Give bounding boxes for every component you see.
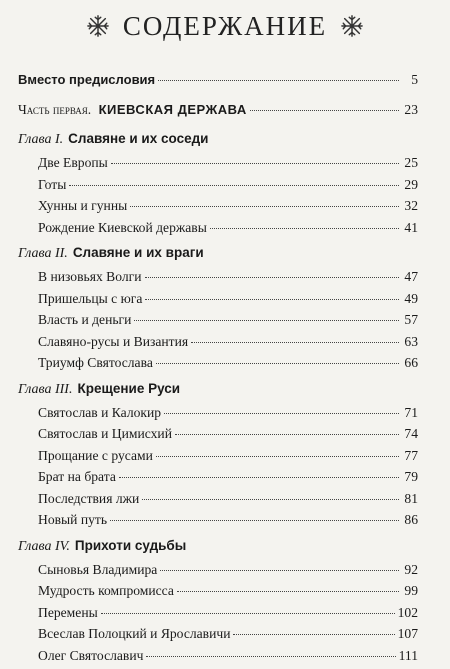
toc-page-number: 47	[402, 269, 418, 285]
toc-entry[interactable]	[18, 312, 418, 334]
dot-leader	[191, 342, 399, 343]
dot-leader	[145, 277, 400, 278]
toc-entry-label: Олег Святославич	[38, 648, 143, 664]
chapter-title: Крещение Руси	[77, 381, 180, 396]
dot-leader	[101, 613, 395, 614]
chapter-title: Славяне и их враги	[73, 245, 204, 260]
chapter-title: Славяне и их соседи	[68, 131, 208, 146]
dot-leader	[146, 656, 395, 657]
chapter-number: Глава I.	[18, 132, 63, 148]
part-heading	[18, 102, 247, 118]
toc-entry-label: Последствия лжи	[38, 491, 139, 507]
toc-entry[interactable]	[18, 562, 418, 584]
dot-leader	[177, 591, 399, 592]
toc-entry-label: Прощание с русами	[38, 448, 153, 464]
dot-leader	[119, 477, 399, 478]
toc-entry[interactable]	[18, 648, 418, 669]
chapter-heading[interactable]	[18, 538, 418, 562]
toc-page-number: 71	[402, 405, 418, 421]
toc-entry[interactable]	[18, 448, 418, 470]
toc-entry-label: В низовьях Волги	[38, 269, 142, 285]
toc-page-number: 29	[402, 177, 418, 193]
toc-entry[interactable]	[18, 155, 418, 177]
toc-entry[interactable]	[18, 512, 418, 534]
dot-leader	[130, 206, 399, 207]
dot-leader	[145, 299, 399, 300]
toc-entry[interactable]	[18, 605, 418, 627]
toc-entry-label: Вместо предисловия	[18, 72, 155, 87]
toc-entry[interactable]	[18, 198, 418, 220]
dot-leader	[69, 185, 399, 186]
toc-entry[interactable]	[18, 583, 418, 605]
toc-page-number: 66	[402, 355, 418, 371]
toc-page-number: 77	[402, 448, 418, 464]
toc-entry-label: Две Европы	[38, 155, 108, 171]
toc-entry-label: Рождение Киевской державы	[38, 220, 207, 236]
dot-leader	[210, 228, 399, 229]
toc-entry[interactable]	[18, 355, 418, 377]
toc-page-number: 63	[402, 334, 418, 350]
toc-entry-label: Триумф Святослава	[38, 355, 153, 371]
page-title: СОДЕРЖАНИЕ	[123, 11, 327, 42]
toc-entry[interactable]	[18, 626, 418, 648]
toc-entry-label: Перемены	[38, 605, 98, 621]
chapter-title: Прихоти судьбы	[75, 538, 186, 553]
dot-leader	[111, 163, 399, 164]
dot-leader	[156, 363, 399, 364]
toc-page-number: 74	[402, 426, 418, 442]
toc-entry-label: Хунны и гунны	[38, 198, 127, 214]
dot-leader	[160, 570, 399, 571]
page-header	[0, 6, 450, 46]
toc-entry[interactable]	[18, 491, 418, 513]
chapter-number: Глава III.	[18, 382, 72, 398]
snowflake-ornament-left-icon	[87, 15, 109, 37]
toc-entry-label: Святослав и Калокир	[38, 405, 161, 421]
toc-page-number: 99	[402, 583, 418, 599]
toc-entry[interactable]	[18, 177, 418, 199]
toc-entry[interactable]	[18, 269, 418, 291]
toc-page-number: 41	[402, 220, 418, 236]
toc-page-number: 92	[402, 562, 418, 578]
toc-entry[interactable]	[18, 469, 418, 491]
toc-page-number: 57	[402, 312, 418, 328]
toc-entry-label: Мудрость компромисса	[38, 583, 174, 599]
chapter-heading[interactable]	[18, 381, 418, 405]
toc-page-number: 79	[402, 469, 418, 485]
toc-entry-part[interactable]	[18, 102, 418, 124]
dot-leader	[233, 634, 394, 635]
toc-page-number: 23	[402, 102, 418, 118]
toc-entry-label: Всеслав Полоцкий и Ярославичи	[38, 626, 230, 642]
toc-entry-label: Святослав и Цимисхий	[38, 426, 172, 442]
toc-page-number: 86	[402, 512, 418, 528]
toc-entry-label: Брат на брата	[38, 469, 116, 485]
dot-leader	[142, 499, 399, 500]
toc-entry-label: Власть и деньги	[38, 312, 131, 328]
toc-page-number: 32	[402, 198, 418, 214]
chapter-number: Глава IV.	[18, 539, 70, 555]
chapter-heading[interactable]	[18, 131, 418, 155]
dot-leader	[250, 110, 399, 111]
toc-page-number: 25	[402, 155, 418, 171]
snowflake-ornament-right-icon	[341, 15, 363, 37]
toc-entry[interactable]	[18, 220, 418, 242]
part-title: КИЕВСКАЯ ДЕРЖАВА	[99, 102, 247, 117]
toc-entry-preface[interactable]	[18, 72, 418, 94]
dot-leader	[110, 520, 399, 521]
dot-leader	[175, 434, 399, 435]
toc-entry[interactable]	[18, 334, 418, 356]
toc-entry-label: Новый путь	[38, 512, 107, 528]
toc-entry-label: Готы	[38, 177, 66, 193]
dot-leader	[156, 456, 399, 457]
toc-page-number: 5	[402, 72, 418, 88]
chapter-number: Глава II.	[18, 246, 68, 262]
dot-leader	[164, 413, 399, 414]
dot-leader	[158, 80, 399, 81]
toc-page-number: 102	[398, 605, 418, 621]
toc-entry-label: Пришельцы с юга	[38, 291, 142, 307]
toc-entry[interactable]	[18, 426, 418, 448]
part-prefix: Часть первая.	[18, 102, 91, 117]
toc-entry[interactable]	[18, 291, 418, 313]
toc-entry-label: Сыновья Владимира	[38, 562, 157, 578]
dot-leader	[134, 320, 399, 321]
toc-page-number: 111	[399, 648, 418, 664]
toc-page-number: 49	[402, 291, 418, 307]
toc-entry[interactable]	[18, 405, 418, 427]
chapter-heading[interactable]	[18, 245, 418, 269]
toc-page-number: 107	[398, 626, 418, 642]
toc-page-number: 81	[402, 491, 418, 507]
table-of-contents	[18, 72, 418, 669]
toc-entry-label: Славяно-русы и Византия	[38, 334, 188, 350]
